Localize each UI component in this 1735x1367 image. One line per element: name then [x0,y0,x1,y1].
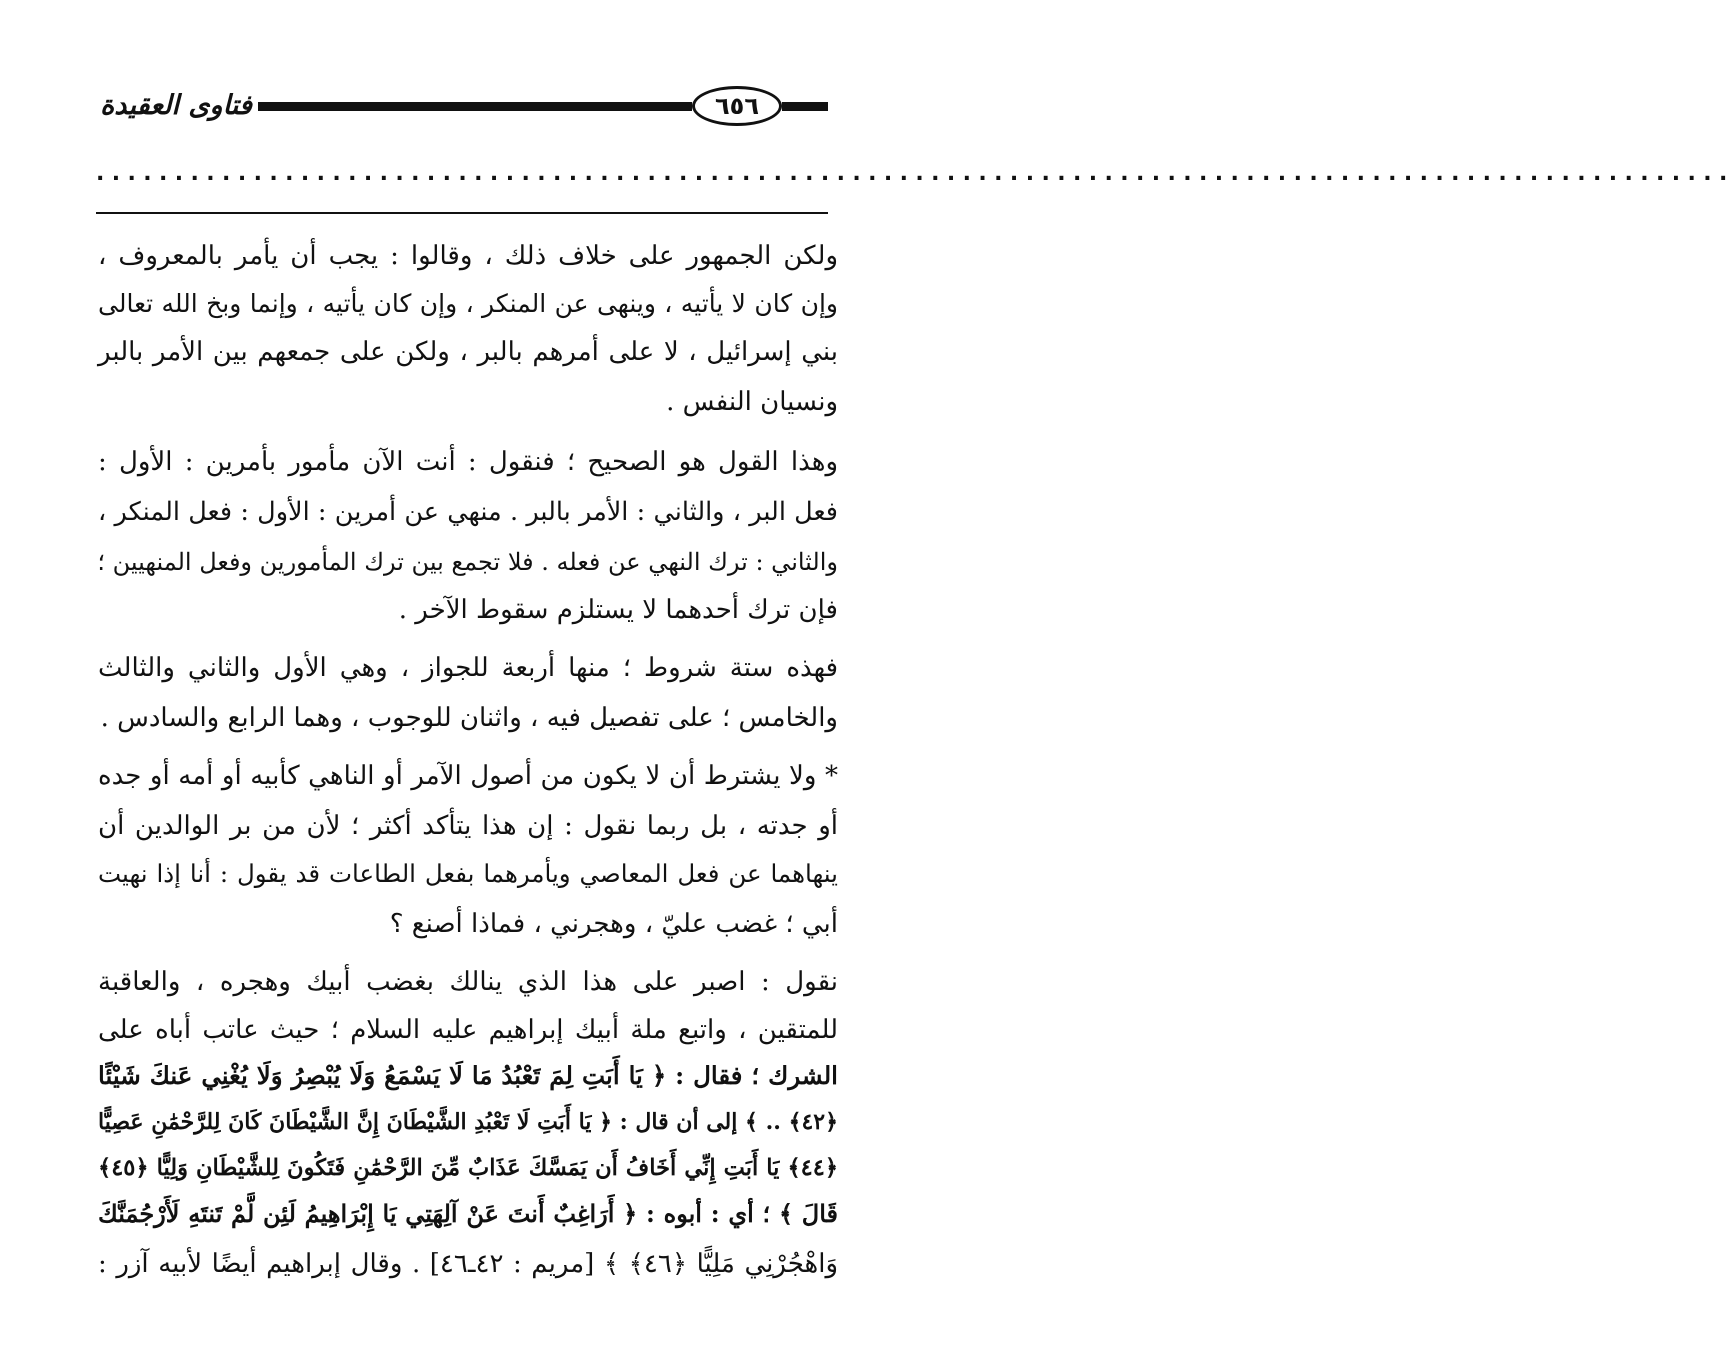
header-divider [96,212,828,214]
text-line: فإن ترك أحدهما لا يستلزم سقوط الآخر . [398,595,838,625]
text-line: والثاني : ترك النهي عن فعله . فلا تجمع بين ترك المأمورين وفعل المنهيين ؛ [97,548,838,576]
running-header-title: فتاوى العقيدة [100,90,252,121]
text-line: وَاهْجُرْنِي مَلِيًّا ﴿٤٦﴾ ﴾ [مريم : ٤٢ـ٤٦] . وقال إبراهيم أيضًا لأبيه آزر : [98,1249,839,1279]
text-line: والخامس ؛ على تفصيل فيه ، واثنان للوجوب ، وهما الرابع والسادس . [100,703,838,733]
text-line: نقول : اصبر على هذا الذي ينالك بغضب أبيك وهجره ، والعاقبة [98,967,838,997]
text-line: وإن كان لا يأتيه ، وينهى عن المنكر ، وإن كان يأتيه ، وإنما وبخ الله تعالى [98,289,838,318]
header-rule-right [782,102,828,111]
text-line: أو جدته ، بل ربما نقول : إن هذا يتأكد أكثر ؛ لأن من بر الوالدين أن [98,811,838,841]
text-line: للمتقين ، واتبع ملة أبيك إبراهيم عليه السلام ؛ حيث عاتب أباه على [98,1015,838,1045]
text-line: فعل البر ، والثاني : الأمر بالبر . منهي عن أمرين : الأول : فعل المنكر ، [98,497,838,527]
text-line: أبي ؛ غضب عليّ ، وهجرني ، فماذا أصنع ؟ [389,909,838,939]
header-rule-left [258,102,692,111]
text-line: * ولا يشترط أن لا يكون من أصول الآمر أو الناهي كأبيه أو أمه أو جده [98,761,838,791]
dot-leader: ........................................................................................................ [96,161,1735,186]
quran-line: ﴿٤٢﴾ .. ﴾ إلى أن قال : ﴿ يَا أَبَتِ لَا تَعْبُدِ الشَّيْطَانَ إِنَّ الشَّيْطَانَ كَانَ لِلرَّحْمَٰنِ عَصِيًّا [98,1109,838,1135]
page-number: ٦٥٦ [692,86,782,126]
text-line: ولكن الجمهور على خلاف ذلك ، وقالوا : يجب أن يأمر بالمعروف ، [98,241,838,271]
text-line: ونسيان النفس . [666,387,838,417]
quran-line: الشرك ؛ فقال : ﴿ يَا أَبَتِ لِمَ تَعْبُدُ مَا لَا يَسْمَعُ وَلَا يُبْصِرُ وَلَا يُغْنِي عَنكَ شَيْئًا [98,1061,838,1090]
text-line: بني إسرائيل ، لا على أمرهم بالبر ، ولكن على جمعهم بين الأمر بالبر [98,337,838,367]
quran-line: ﴿٤٤﴾ يَا أَبَتِ إِنِّي أَخَافُ أَن يَمَسَّكَ عَذَابٌ مِّنَ الرَّحْمَٰنِ فَتَكُونَ لِلشَّيْطَانِ وَلِيًّا ﴿٤٥﴾ [98,1155,838,1181]
text-line: فهذه ستة شروط ؛ منها أربعة للجواز ، وهي الأول والثاني والثالث [98,653,839,683]
text-line: وهذا القول هو الصحيح ؛ فنقول : أنت الآن مأمور بأمرين : الأول : [98,447,838,477]
quran-line: قَالَ ﴾ ؛ أي : أبوه : ﴿ أَرَاغِبٌ أَنتَ عَنْ آلِهَتِي يَا إِبْرَاهِيمُ لَئِن لَّمْ تَنتَهِ لَأَرْجُمَنَّكَ [98,1199,838,1228]
text-line: ينهاهما عن فعل المعاصي ويأمرهما بفعل الطاعات قد يقول : أنا إذا نهيت [98,859,838,888]
